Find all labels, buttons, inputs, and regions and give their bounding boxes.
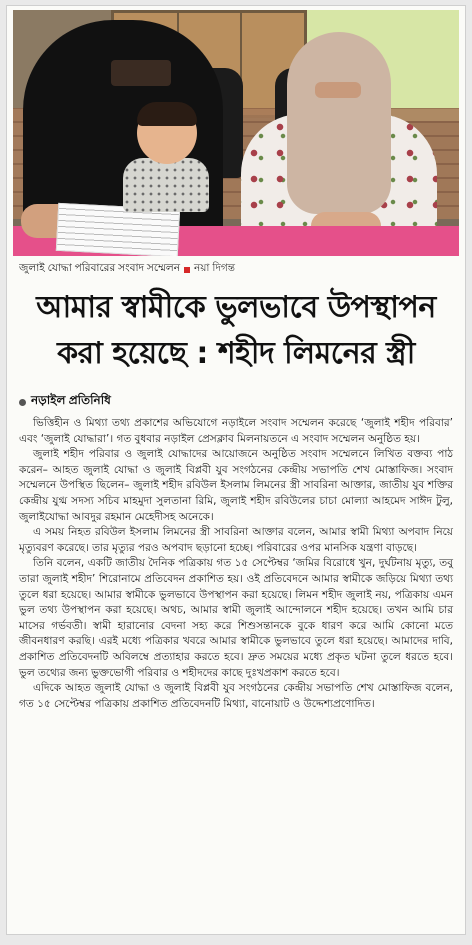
news-clipping — [6, 5, 466, 935]
photo-face — [111, 60, 171, 86]
photo-baby-body — [123, 158, 209, 212]
article-paragraph: তিনি বলেন, একটি জাতীয় দৈনিক পত্রিকায় গত ১৫ সেপ্টেম্বর ‘জমির বিরোধে খুন, দুর্ঘটনায় মৃত্যু, তবু তারা জুলাই শহীদ’ শিরোনামে প্রতিবেদন প্রকাশিত হয়। ওই প্রতিবেদনে আমার স্বামীকে জড়িয়ে মিথ্যা তথ্য তুলে ধরা হয়েছে। আমার স্বামীকে ভুলভাবে উপস্থাপন করা হয়েছে। লিমন শহীদ জুলাই নয়, পত্রিকায় এমন ভুল তথ্য উপস্থাপন করা হয়েছে। অথচ, আমার স্বামী জুলাই আন্দোলনে শহীদ হয়েছে। তখন আমি চার মাসের গর্ভবতী। স্বামী হারানোর বেদনা সহ্য করে শিশুসন্তানকে বুকে ধারণ করে আমি কোনো মতে জীবনধারণ করছি। এরই মধ্যে পত্রিকার খবরে আমার স্বামীকে ভুলভাবে তুলে ধরা হয়েছে। আমাদের দাবি, প্রকাশিত প্রতিবেদনটি অবিলম্বে প্রত্যাহার করতে হবে। দ্রুত সময়ের মধ্যে প্রকৃত ঘটনা তুলে ধরতে হবে। ভুল তথ্যের জন্য ভুক্তভোগী পরিবার ও শহীদদের কাছে দুঃখপ্রকাশ করতে হবে। — [19, 557, 453, 679]
article-paragraph: ভিত্তিহীন ও মিথ্যা তথ্য প্রকাশের অভিযোগে নড়াইলে সংবাদ সম্মেলন করেছে ‘জুলাই শহীদ পরিবার’ এবং ‘জুলাই যোদ্ধারা’। গত বুধবার নড়াইল প্রেসক্লাব মিলনায়তনে এ সংবাদ সম্মেলন অনুষ্ঠিত হয়। — [19, 417, 453, 445]
photo-caption — [19, 261, 453, 278]
photo-baby — [115, 102, 217, 212]
article-paragraph: এদিকে আহত জুলাই যোদ্ধা ও জুলাই বিপ্লবী যুব সংগঠনের কেন্দ্রীয় সভাপতি শেখ মোস্তাফিজ বলেন, গত ১৫ সেপ্টেম্বর পত্রিকায় প্রকাশিত প্রতিবেদনটি মিথ্যা, বানোয়াট ও উদ্দেশ্যপ্রণোদিত। — [19, 682, 453, 710]
photo-baby-hair — [137, 102, 197, 126]
caption-square-icon — [184, 267, 190, 273]
headline-line-2: করা হয়েছে : শহীদ লিমনের স্ত্রী — [57, 336, 415, 371]
photo-woman-hijab — [241, 32, 437, 256]
article-paragraph: এ সময় নিহত রবিউল ইসলাম লিমনের স্ত্রী সাবরিনা আক্তার বলেন, আমার স্বামী মিথ্যা অপবাদ নিয়ে মৃত্যুবরণ করেছে। তার মৃত্যুর পরও অপবাদ ছড়ানো হচ্ছে। পরিবারের ওপর মানসিক যন্ত্রণা বাড়ছে। — [19, 526, 453, 554]
photo-hijab — [287, 32, 391, 214]
headline-line-1: আমার স্বামীকে ভুলভাবে উপস্থাপন — [36, 290, 436, 325]
photo-eyes — [315, 82, 361, 98]
article-body — [19, 416, 453, 712]
caption-text: জুলাই যোদ্ধা পরিবারের সংবাদ সম্মেলন — [19, 262, 180, 274]
article-paragraph: জুলাই শহীদ পরিবার ও জুলাই যোদ্ধাদের আয়োজনে অনুষ্ঠিত সংবাদ সম্মেলনে লিখিত বক্তব্য পাঠ করেন– আহত জুলাই যোদ্ধা ও জুলাই বিপ্লবী যুব সংগঠনের কেন্দ্রীয় সভাপতি শেখ মোস্তাফিজ। সংবাদ সম্মেলনে উপস্থিত ছিলেন– জুলাই শহীদ রবিউল ইসলাম লিমনের স্ত্রী সাবরিনা আক্তার, জাতীয় যুব শক্তির কেন্দ্রীয় যুগ্ম সদস্য সচিব মাহমুদা সুলতানা রিমি, জুলাই শহীদ রবিউলের চাচা মোল্যা আহমেদ সাঈদ টুলু, জুলাইযোদ্ধা আবদুর রহমান মেহেদীসহ অনেকে। — [19, 448, 453, 523]
press-conference-photo — [13, 10, 459, 256]
bullet-dot-icon — [19, 399, 26, 406]
caption-source: নয়া দিগন্ত — [193, 262, 236, 274]
byline — [19, 392, 453, 412]
byline-text: নড়াইল প্রতিনিধি — [31, 393, 111, 407]
